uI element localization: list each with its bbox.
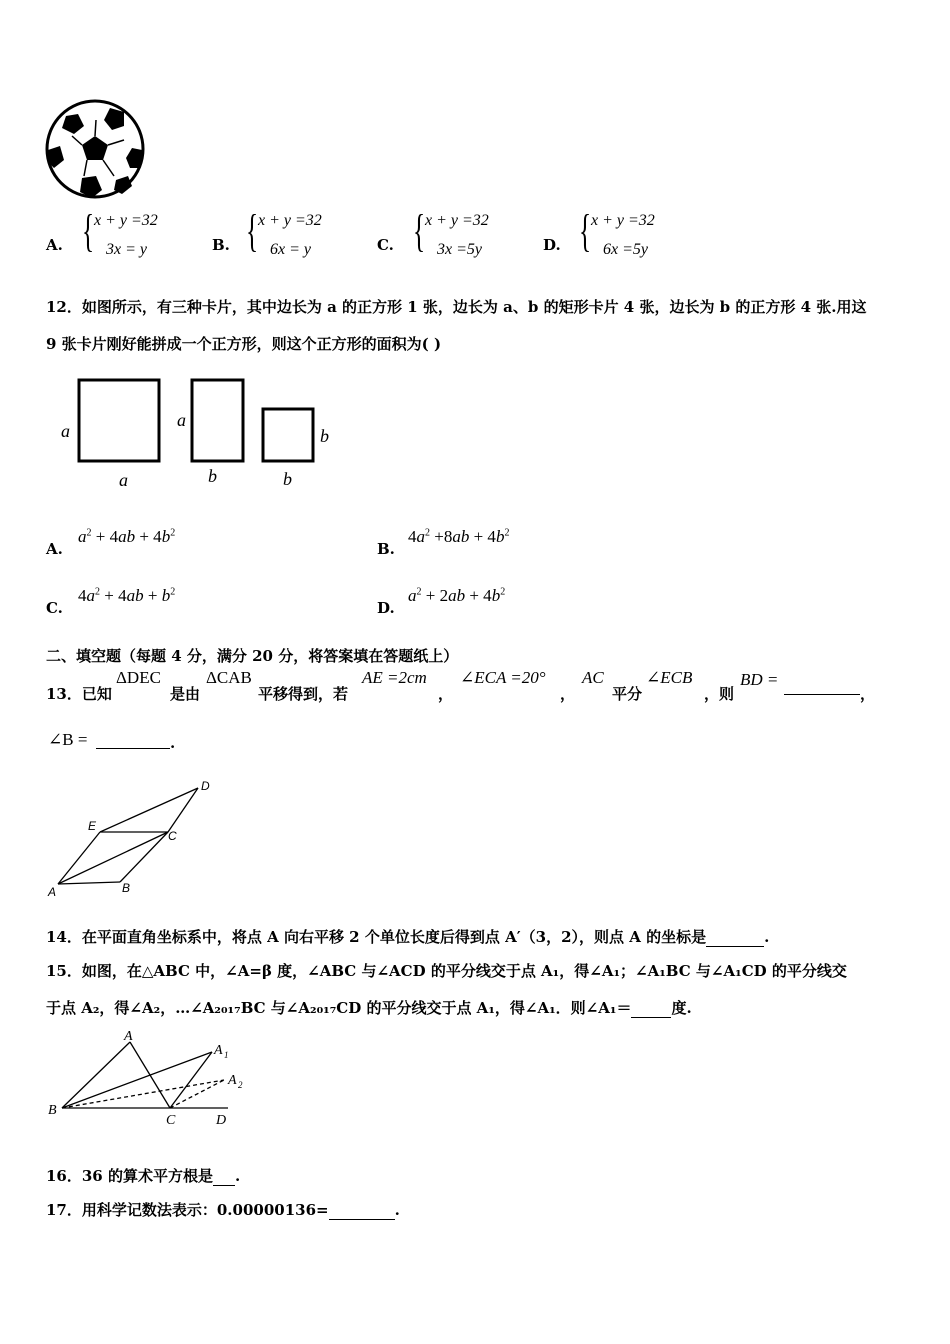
fig-label: A <box>124 1030 133 1044</box>
q13-text: ，则 <box>704 685 735 703</box>
q12-cards-figure <box>56 372 346 494</box>
q15-text-line1: 15．如图，在△ABC 中，∠A=β 度，∠ABC 与∠ACD 的平分线交于点 A₁，得∠A₁；∠A₁BC 与∠A₁CD 的平分线交 <box>46 962 847 980</box>
q15-figure <box>46 1030 256 1130</box>
q17-question: 17．用科学记数法表示：0.00000136= <box>46 1201 329 1219</box>
q15-unit: 度. <box>671 999 692 1017</box>
soccer-ball-image <box>44 98 146 200</box>
q15-question: 于点 A₂，得∠A₂，…∠A₂₀₁₇BC 与∠A₂₀₁₇CD 的平分线交于点 A₁，得∠A₁．则∠A₁＝ <box>46 999 632 1017</box>
fig-label: A <box>228 1073 237 1088</box>
q16-text <box>46 1165 240 1186</box>
q14-question: 14．在平面直角坐标系中，将点 A 向右平移 2 个单位长度后得到点 A′（3，2），则点 A 的坐标是 <box>46 928 707 946</box>
q17-blank[interactable] <box>329 1201 395 1220</box>
q12-text-line2: 9 张卡片刚好能拼成一个正方形，则这个正方形的面积为( ) <box>46 335 442 353</box>
q17-end: . <box>394 1201 400 1219</box>
q15-text-line2 <box>46 997 692 1018</box>
q11-option-c-label: C. <box>377 236 394 254</box>
fig-label: A <box>48 885 57 899</box>
fig-label: D <box>216 1113 227 1128</box>
fig-label: 2 <box>238 1080 243 1090</box>
q16-question: 16．36 的算术平方根是 <box>46 1167 213 1185</box>
q12-text-line1: 12．如图所示，有三种卡片，其中边长为 a 的正方形 1 张，边长为 a、b 的矩形卡片 4 张，边长为 b 的正方形 4 张.用这 <box>46 298 867 316</box>
fig-label: a <box>119 470 128 490</box>
q13-text: ， <box>438 685 454 703</box>
q13-ae: AE =2cm <box>362 668 427 687</box>
q13-text: ， <box>560 685 576 703</box>
fig-label: C <box>168 829 177 843</box>
q13-text: . <box>170 734 176 752</box>
q13-angle-b: ∠B = <box>48 730 88 749</box>
q13-text: ， <box>860 685 876 703</box>
fig-label: B <box>48 1103 57 1118</box>
fig-label: a <box>177 410 186 430</box>
q12-option-b-label: B. <box>377 540 395 558</box>
q13-angle-eca: ∠ECA =20° <box>460 668 546 687</box>
q13-text: 是由 <box>170 685 201 703</box>
q14-blank[interactable] <box>706 928 764 947</box>
q12-option-a: $a^2 + 4ab + 4b^2$ <box>78 527 176 546</box>
q11-option-d-label: D. <box>543 236 561 254</box>
rect-ab <box>192 380 243 461</box>
fig-label: b <box>208 466 217 486</box>
section-2-heading: 二、填空题（每题 4 分，满分 20 分，将答案填在答题纸上） <box>46 647 459 665</box>
q16-blank[interactable] <box>213 1167 235 1186</box>
q12-option-c: $4a^2 + 4ab + b^2$ <box>78 586 176 605</box>
q14-end: . <box>764 928 770 946</box>
q13-figure <box>46 774 226 900</box>
fig-label: b <box>320 426 329 446</box>
fig-label: B <box>122 881 131 895</box>
fig-label: b <box>283 469 292 489</box>
q17-text <box>46 1199 400 1220</box>
q16-end: . <box>234 1167 241 1185</box>
q15-blank[interactable] <box>631 999 671 1018</box>
q13-prefix: 13．已知 <box>46 685 112 703</box>
q12-option-d: $a^2 + 2ab + 4b^2$ <box>408 586 506 605</box>
q13-bd: BD = <box>740 670 779 689</box>
q12-option-a-label: A. <box>46 540 63 558</box>
square-b <box>263 409 313 461</box>
q13-text: 平分 <box>612 685 643 703</box>
fig-label: C <box>166 1113 176 1128</box>
q13-triangle-dec: ΔDEC <box>116 668 161 687</box>
fig-label: 1 <box>224 1050 229 1060</box>
fig-label: D <box>201 779 210 793</box>
square-a <box>79 380 159 461</box>
q13-blank-bd[interactable] <box>784 672 860 695</box>
q12-option-c-label: C. <box>46 599 63 617</box>
fig-label: A <box>214 1043 223 1058</box>
fig-label: a <box>61 421 70 441</box>
q11-option-b-label: B. <box>212 236 230 254</box>
q12-option-b: $4a^2 +8ab + 4b^2$ <box>408 527 510 546</box>
q13-text: 平移得到，若 <box>258 685 349 703</box>
q11-option-a-label: A. <box>46 236 63 254</box>
q14-text <box>46 926 769 947</box>
fig-label: E <box>88 819 97 833</box>
q12-option-d-label: D. <box>377 599 395 617</box>
q13-blank-angle-b[interactable] <box>96 726 170 749</box>
q13-ac: AC <box>582 668 604 687</box>
q13-angle-ecb: ∠ECB <box>646 668 693 687</box>
q13-triangle-cab: ΔCAB <box>206 668 252 687</box>
